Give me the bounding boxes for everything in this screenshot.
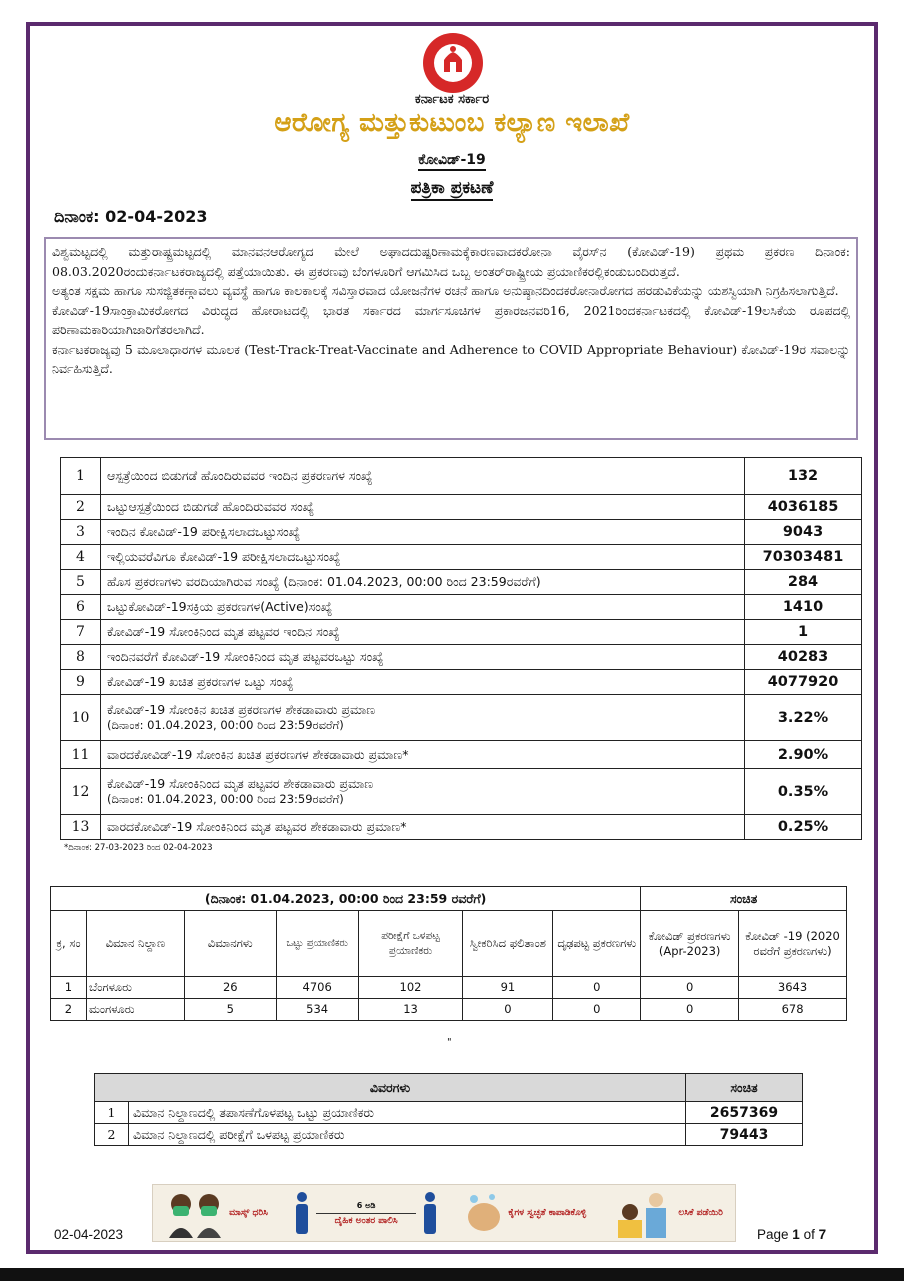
period-header: (ದಿನಾಂಕ: 01.04.2023, 00:00 ರಿಂದ 23:59 ರವರೆಗೆ) <box>51 887 641 911</box>
table-row: 13 ವಾರದಕೋವಿಡ್-19 ಸೋಂಕಿನಿಂದ ಮೃತ ಪಟ್ಟವರ ಶೇಕಡಾವಾರು ಪ್ರಮಾಣ* 0.25% <box>61 815 862 840</box>
scan-edge <box>0 1268 904 1281</box>
table-row: 4 ಇಲ್ಲಿಯವರೆವಿಗೂ ಕೋವಿಡ್-19 ಪರೀಕ್ಷಿಸಲಾದಒಟ್ಟುಸಂಖ್ಯೆ 70303481 <box>61 545 862 570</box>
covid-heading: ಕೋವಿಡ್-19 <box>0 152 904 168</box>
karnataka-seal-icon <box>422 32 484 94</box>
government-name: ಕರ್ನಾಟಕ ಸರ್ಕಾರ <box>414 92 490 107</box>
distance-guideline: 6 ಅಡಿ ದೈಹಿಕ ಅಂತರ ಪಾಲಿಸಿ <box>292 1191 440 1235</box>
table-row: 1 ಆಸ್ಪತ್ರೆಯಿಂದ ಬಿಡುಗಡೆ ಹೊಂದಿರುವವರ ಇಂದಿನ ಪ್ರಕರಣಗಳ ಸಂಖ್ಯೆ 132 <box>61 458 862 495</box>
department-title: ಆರೋಗ್ಯ ಮತ್ತುಕುಟುಂಬ ಕಲ್ಯಾಣ ಇಲಾಖೆ <box>274 108 630 138</box>
hand-wash-icon <box>464 1191 504 1235</box>
intro-paragraph: ಕೋವಿಡ್-19ಸಾಂಕ್ರಾಮಿಕರೋಗದ ವಿರುದ್ಧದ ಹೋರಾಟದಲ್ಲಿ ಭಾರತ ಸರ್ಕಾರದ ಮಾರ್ಗಸೂಚಿಗಳ ಪ್ರಕಾರಜನವರಿ16, 2021ರಿಂದಕರ್ನಾಟಕದಲ್ಲಿ ಕೋವಿಡ್-19ಲಸಿಕೆಯ ರೂಪದಲ್ಲಿ ಪರಿಣಾಮಕಾರಿಯಾಗಿಜಾರಿಗೆತರಲಾಗಿದೆ. <box>52 302 850 337</box>
column-header: ಕ್ರ, ಸಂ <box>51 911 87 977</box>
column-header: ಕೋವಿಡ್ -19 (2020 ರವರೆಗೆ ಪ್ರಕರಣಗಳು) <box>739 911 847 977</box>
intro-paragraphs <box>44 237 858 440</box>
table-row: 2 ಒಟ್ಟುಆಸ್ಪತ್ರೆಯಿಂದ ಬಿಡುಗಡೆ ಹೊಂದಿರುವವರ ಸಂಖ್ಯೆ 4036185 <box>61 495 862 520</box>
table-row: 9 ಕೋವಿಡ್-19 ಖಚಿತ ಪ್ರಕರಣಗಳ ಒಟ್ಟು ಸಂಖ್ಯೆ 4077920 <box>61 670 862 695</box>
table-row: 2 ಮಂಗಳೂರು 5 534 13 0 0 0 678 <box>51 999 847 1021</box>
covid-guidelines-banner <box>152 1184 736 1242</box>
column-header: ಕೋವಿಡ್ ಪ್ರಕರಣಗಳು (Apr-2023) <box>641 911 739 977</box>
airport-table <box>50 886 847 1021</box>
table-row: 12 ಕೋವಿಡ್-19 ಸೋಂಕಿನಿಂದ ಮೃತ ಪಟ್ಟವರ ಶೇಕಡಾವಾರು ಪ್ರಮಾಣ (ದಿನಾಂಕ: 01.04.2023, 00:00 ರಿಂದ 23:59ರವರೆಗೆ) 0.35% <box>61 769 862 815</box>
table-row: 1 ವಿಮಾನ ನಿಲ್ದಾಣದಲ್ಲಿ ತಪಾಸಣೆಗೊಳಪಟ್ಟ ಒಟ್ಟು ಪ್ರಯಾಣಿಕರು 2657369 <box>95 1102 803 1124</box>
covid-stats-table <box>60 457 862 840</box>
cumulative-header: ಸಂಚಿತ <box>641 887 847 911</box>
column-header: ಪರೀಕ್ಷೆಗೆ ಒಳಪಟ್ಟ ಪ್ರಯಾಣಿಕರು <box>358 911 463 977</box>
stray-mark: " <box>447 1037 452 1048</box>
intro-paragraph: ವಿಶ್ವಮಟ್ಟದಲ್ಲಿ ಮತ್ತುರಾಷ್ಟ್ರಮಟ್ಟದಲ್ಲಿ ಮಾನವನಆರೋಗ್ಯದ ಮೇಲೆ ಅಘಾದದುಷ್ಪರಿಣಾಮಕ್ಕೆಕಾರಣವಾದಕರೋನಾ ವೈರಸ್‌ನ (ಕೋವಿಡ್-19) ಪ್ರಥಮ ಪ್ರಕರಣ ದಿನಾಂಕ: 08.03.2020ರಂದುಕರ್ನಾಟಕರಾಜ್ಯದಲ್ಲಿ ಪತ್ತೆಯಾಯಿತು. ಈ ಪ್ರಕರಣವು ಬೆಂಗಳೂರಿಗೆ ಆಗಮಿಸಿದ ಒಬ್ಬ ಅಂತರ್‌ರಾಷ್ಟ್ರೀಯ ಪ್ರಯಾಣಿಕರಲ್ಲಿಕಂಡುಬಂದಿರುತ್ತದೆ. <box>52 244 850 279</box>
table-row: 10 ಕೋವಿಡ್-19 ಸೋಂಕಿನ ಖಚಿತ ಪ್ರಕರಣಗಳ ಶೇಕಡಾವಾರು ಪ್ರಮಾಣ (ದಿನಾಂಕ: 01.04.2023, 00:00 ರಿಂದ 23:59ರವರೆಗೆ) 3.22% <box>61 695 862 741</box>
distance-arrow <box>316 1213 416 1214</box>
details-header: ವಿವರಗಳು <box>95 1074 686 1102</box>
details-cumulative-header: ಸಂಚಿತ <box>686 1074 803 1102</box>
masked-faces-icon <box>165 1188 225 1238</box>
intro-paragraph: ಅತ್ಯಂತ ಸಕ್ಷಮ ಹಾಗೂ ಸುಸಜ್ಜಿತಕಣ್ಗಾವಲು ವ್ಯವಸ್ಥೆ ಹಾಗೂ ಕಾಲಕಾಲಕ್ಕೆ ಸವಿಸ್ತಾರವಾದ ಯೋಜನೆಗಳ ರಚನೆ ಹಾಗೂ ಅನುಷ್ಠಾನದಿಂದಕರೋನಾರೋಗದ ಹರಡುವಿಕೆಯನ್ನು ಯಶಸ್ವಿಯಾಗಿ ನಿಗ್ರಹಿಸಲಾಗುತ್ತಿದೆ. <box>52 283 839 298</box>
table-row: 2 ವಿಮಾನ ನಿಲ್ದಾಣದಲ್ಲಿ ಪರೀಕ್ಷೆಗೆ ಒಳಪಟ್ಟ ಪ್ರಯಾಣಿಕರು 79443 <box>95 1124 803 1146</box>
intro-paragraph: ಕರ್ನಾಟಕರಾಜ್ಯವು 5 ಮೂಲಾಧಾರಗಳ ಮೂಲಕ (Test-Track-Treat-Vaccinate and Adherence to COVID Appropriate Behaviour) ಕೋವಿಡ್-19ರ ಸವಾಲನ್ನು ನಿರ್ವಹಿಸುತ್ತಿದೆ. <box>52 341 850 376</box>
footer-date: 02-04-2023 <box>54 1227 124 1242</box>
vaccine-guideline: ಲಸಿಕೆ ಪಡೆಯಿರಿ <box>610 1188 722 1238</box>
table-row: 11 ವಾರದಕೋವಿಡ್-19 ಸೋಂಕಿನ ಖಚಿತ ಪ್ರಕರಣಗಳ ಶೇಕಡಾವಾರು ಪ್ರಮಾಣ* 2.90% <box>61 741 862 769</box>
footnote: *ದಿನಾಂಕ: 27-03-2023 ರಿಂದ 02-04-2023 <box>64 843 213 853</box>
table-row: 6 ಒಟ್ಟುಕೋವಿಡ್-19ಸಕ್ರಿಯ ಪ್ರಕರಣಗಳ(Active)ಸಂಖ್ಯೆ 1410 <box>61 595 862 620</box>
column-header: ಒಟ್ಟು ಪ್ರಯಾಣಿಕರು <box>276 911 358 977</box>
table-row: 7 ಕೋವಿಡ್-19 ಸೋಂಕಿನಿಂದ ಮೃತ ಪಟ್ಟವರ ಇಂದಿನ ಸಂಖ್ಯೆ 1 <box>61 620 862 645</box>
page-number: Page 1 of 7 <box>757 1227 827 1242</box>
person-icon <box>420 1191 440 1235</box>
column-header: ದೃಢಪಟ್ಟ ಪ್ರಕರಣಗಳು <box>553 911 641 977</box>
column-header: ವಿಮಾನಗಳು <box>184 911 276 977</box>
airport-details-table <box>94 1073 803 1146</box>
table-row: 1 ಬೆಂಗಳೂರು 26 4706 102 91 0 0 3643 <box>51 977 847 999</box>
vaccination-icon <box>610 1188 674 1238</box>
table-row: 5 ಹೊಸ ಪ್ರಕರಣಗಳು ವರದಿಯಾಗಿರುವ ಸಂಖ್ಯೆ (ದಿನಾಂಕ: 01.04.2023, 00:00 ರಿಂದ 23:59ರವರೆಗೆ) 284 <box>61 570 862 595</box>
press-release-heading: ಪತ್ರಿಕಾ ಪ್ರಕಟಣೆ <box>0 178 904 198</box>
column-header: ವಿಮಾನ ನಿಲ್ದಾಣ <box>86 911 184 977</box>
handwash-guideline: ಕೈಗಳ ಸ್ವಚ್ಛತೆ ಕಾಪಾಡಿಕೊಳ್ಳಿ <box>464 1191 586 1235</box>
person-icon <box>292 1191 312 1235</box>
table-row: 3 ಇಂದಿನ ಕೋವಿಡ್-19 ಪರೀಕ್ಷಿಸಲಾದಒಟ್ಟುಸಂಖ್ಯೆ 9043 <box>61 520 862 545</box>
mask-guideline: ಮಾಸ್ಕ್ ಧರಿಸಿ <box>165 1188 268 1238</box>
column-header: ಸ್ವೀಕರಿಸಿದ ಫಲಿತಾಂಶ <box>463 911 553 977</box>
table-row: 8 ಇಂದಿನವರೆಗೆ ಕೋವಿಡ್-19 ಸೋಂಕಿನಿಂದ ಮೃತ ಪಟ್ಟವರಒಟ್ಟು ಸಂಖ್ಯೆ 40283 <box>61 645 862 670</box>
release-date: ದಿನಾಂಕ: 02-04-2023 <box>54 207 208 226</box>
